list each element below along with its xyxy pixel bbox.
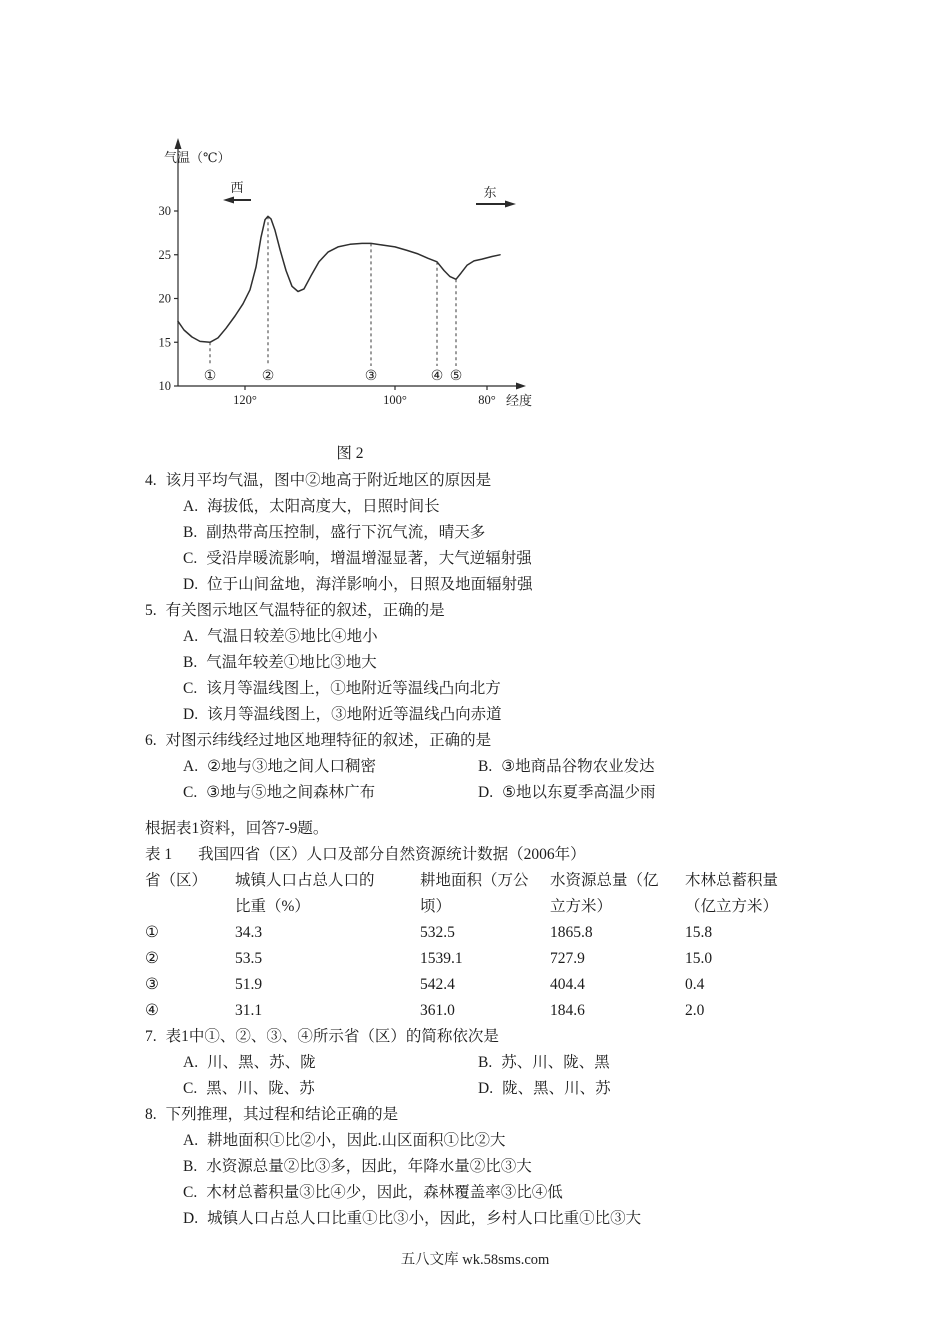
- table-1: [145, 868, 875, 1024]
- option-text: 苏、川、陇、黑: [501, 1054, 610, 1071]
- option-B: [145, 650, 875, 676]
- option-D: [145, 572, 875, 598]
- question-number: 8.: [145, 1106, 157, 1123]
- col-header-arable-area: 耕地面积（万公顷）: [420, 872, 529, 915]
- option-text: ⑤地以东夏季高温少雨: [502, 784, 656, 801]
- svg-text:③: ③: [364, 369, 378, 384]
- option-text: 水资源总量②比③多，因此，年降水量②比③大: [206, 1158, 532, 1175]
- cell-timber-stock: 0.4: [685, 976, 705, 993]
- svg-text:东: 东: [483, 185, 497, 200]
- option-row: [145, 1076, 875, 1102]
- option-letter: D.: [183, 1210, 199, 1227]
- cell-timber-stock: 15.8: [685, 924, 713, 941]
- option-text: 木材总蓄积量③比④少，因此，森林覆盖率③比④低: [206, 1184, 563, 1201]
- cell-urban-ratio: 53.5: [235, 950, 263, 967]
- option-row: [145, 780, 875, 806]
- option-C: [183, 1076, 478, 1102]
- option-A: [145, 1128, 875, 1154]
- question-4: [145, 468, 875, 598]
- option-text: 气温日较差⑤地比④地小: [207, 628, 378, 645]
- option-text: ③地商品谷物农业发达: [501, 758, 655, 775]
- svg-text:100°: 100°: [383, 393, 407, 407]
- option-text: 该月等温线图上，③地附近等温线凸向赤道: [207, 706, 502, 723]
- cell-province: ④: [145, 1002, 159, 1019]
- option-letter: B.: [183, 1158, 198, 1175]
- option-B: [478, 1050, 610, 1076]
- col-header-urban-ratio: 城镇人口占总人口的比重（%）: [235, 872, 375, 915]
- question-6: [145, 728, 875, 806]
- cell-urban-ratio: 34.3: [235, 924, 263, 941]
- svg-text:20: 20: [158, 291, 171, 306]
- svg-text:经度: 经度: [506, 393, 533, 408]
- question-text: 有关图示地区气温特征的叙述，正确的是: [165, 602, 445, 619]
- option-letter: D.: [183, 706, 199, 723]
- cell-arable-area: 542.4: [420, 976, 455, 993]
- col-header-water-total: 水资源总量（亿立方米）: [550, 872, 659, 915]
- table-row: [145, 946, 875, 972]
- option-A: [145, 624, 875, 650]
- question-number: 6.: [145, 732, 157, 749]
- svg-text:④: ④: [430, 369, 444, 384]
- option-text: 位于山间盆地，海洋影响小，日照及地面辐射强: [207, 576, 533, 593]
- question-stem: [145, 1102, 875, 1128]
- svg-text:30: 30: [158, 204, 171, 218]
- option-text: 陇、黑、川、苏: [502, 1080, 611, 1097]
- cell-water-total: 184.6: [550, 1002, 585, 1019]
- option-text: ③地与⑤地之间森林广布: [206, 784, 376, 801]
- option-B: [145, 520, 875, 546]
- question-5: [145, 598, 875, 728]
- svg-text:⑤: ⑤: [449, 369, 463, 384]
- question-stem: [145, 468, 875, 494]
- question-number: 7.: [145, 1028, 157, 1045]
- option-D: [478, 780, 655, 806]
- cell-province: ①: [145, 924, 159, 941]
- svg-text:①: ①: [203, 369, 217, 384]
- option-A: [145, 494, 875, 520]
- table-title: 我国四省（区）人口及部分自然资源统计数据（2006年）: [198, 846, 586, 863]
- option-letter: D.: [478, 1080, 494, 1097]
- svg-text:80°: 80°: [478, 393, 496, 407]
- cell-arable-area: 361.0: [420, 1002, 455, 1019]
- option-row: [145, 754, 875, 780]
- option-text: 川、黑、苏、陇: [207, 1054, 316, 1071]
- figure-caption: 图 2: [336, 445, 364, 462]
- cell-urban-ratio: 51.9: [235, 976, 263, 993]
- option-letter: C.: [183, 784, 198, 801]
- table-row: [145, 972, 875, 998]
- cell-timber-stock: 2.0: [685, 1002, 705, 1019]
- option-A: [183, 1050, 478, 1076]
- option-C: [145, 1180, 875, 1206]
- cell-timber-stock: 15.0: [685, 950, 713, 967]
- question-stem: [145, 1024, 875, 1050]
- footer-watermark: 五八文库 wk.58sms.com: [400, 1252, 550, 1268]
- option-letter: B.: [478, 758, 493, 775]
- question-text: 该月平均气温，图中②地高于附近地区的原因是: [165, 472, 492, 489]
- option-text: 该月等温线图上，①地附近等温线凸向北方: [206, 680, 501, 697]
- option-text: 城镇人口占总人口比重①比③小，因此，乡村人口比重①比③大: [207, 1210, 642, 1227]
- question-stem: [145, 598, 875, 624]
- col-header-timber-stock: 木林总蓄积量（亿立方米）: [685, 872, 779, 915]
- svg-text:10: 10: [158, 379, 171, 393]
- question-number: 4.: [145, 472, 157, 489]
- option-text: 耕地面积①比②小，因此.山区面积①比②大: [207, 1132, 506, 1149]
- option-D: [145, 1206, 875, 1232]
- cell-urban-ratio: 31.1: [235, 1002, 263, 1019]
- question-number: 5.: [145, 602, 157, 619]
- cell-province: ②: [145, 950, 159, 967]
- questions-section: [145, 468, 875, 1232]
- option-B: [145, 1154, 875, 1180]
- svg-text:120°: 120°: [233, 393, 257, 407]
- option-letter: A.: [183, 758, 199, 775]
- cell-water-total: 727.9: [550, 950, 585, 967]
- svg-text:15: 15: [158, 335, 171, 350]
- option-C: [145, 676, 875, 702]
- cell-province: ③: [145, 976, 159, 993]
- option-letter: C.: [183, 1080, 198, 1097]
- option-letter: D.: [183, 576, 199, 593]
- table-caption: [145, 842, 875, 868]
- option-letter: A.: [183, 628, 199, 645]
- option-letter: B.: [478, 1054, 493, 1071]
- option-text: 受沿岸暖流影响，增温增湿显著，大气逆辐射强: [206, 550, 532, 567]
- svg-text:西: 西: [230, 180, 244, 195]
- option-D: [145, 702, 875, 728]
- cell-water-total: 404.4: [550, 976, 585, 993]
- option-letter: A.: [183, 1054, 199, 1071]
- question-text: 下列推理，其过程和结论正确的是: [165, 1106, 399, 1123]
- temperature-longitude-chart: [140, 122, 570, 442]
- option-letter: D.: [478, 784, 494, 801]
- question-stem: [145, 728, 875, 754]
- col-header-province: 省（区）: [145, 872, 208, 889]
- question-7: [145, 1024, 875, 1102]
- option-text: 气温年较差①地比③地大: [206, 654, 377, 671]
- cell-water-total: 1865.8: [550, 924, 593, 941]
- option-letter: C.: [183, 680, 198, 697]
- table-row: [145, 920, 875, 946]
- cell-arable-area: 532.5: [420, 924, 455, 941]
- option-row: [145, 1050, 875, 1076]
- table-intro: 根据表1资料，回答7-9题。: [145, 820, 329, 837]
- cell-arable-area: 1539.1: [420, 950, 463, 967]
- option-letter: B.: [183, 524, 198, 541]
- option-A: [183, 754, 478, 780]
- option-text: ②地与③地之间人口稠密: [207, 758, 376, 775]
- svg-text:25: 25: [158, 247, 171, 262]
- svg-text:气温（℃）: 气温（℃）: [164, 150, 231, 165]
- option-text: 海拔低，太阳高度大，日照时间长: [207, 498, 440, 515]
- figure-2: [140, 122, 570, 442]
- option-B: [478, 754, 655, 780]
- table-row: [145, 998, 875, 1024]
- option-letter: C.: [183, 550, 198, 567]
- option-letter: B.: [183, 654, 198, 671]
- table-label: 表 1: [145, 846, 173, 863]
- table-header-row: [145, 868, 875, 920]
- option-D: [478, 1076, 611, 1102]
- question-text: 表1中①、②、③、④所示省（区）的简称依次是: [165, 1028, 499, 1045]
- svg-text:②: ②: [261, 369, 275, 384]
- question-text: 对图示纬线经过地区地理特征的叙述，正确的是: [165, 732, 492, 749]
- option-text: 副热带高压控制，盛行下沉气流，晴天多: [206, 524, 486, 541]
- option-letter: A.: [183, 498, 199, 515]
- option-letter: A.: [183, 1132, 199, 1149]
- option-letter: C.: [183, 1184, 198, 1201]
- option-C: [145, 546, 875, 572]
- option-text: 黑、川、陇、苏: [206, 1080, 315, 1097]
- option-C: [183, 780, 478, 806]
- question-8: [145, 1102, 875, 1232]
